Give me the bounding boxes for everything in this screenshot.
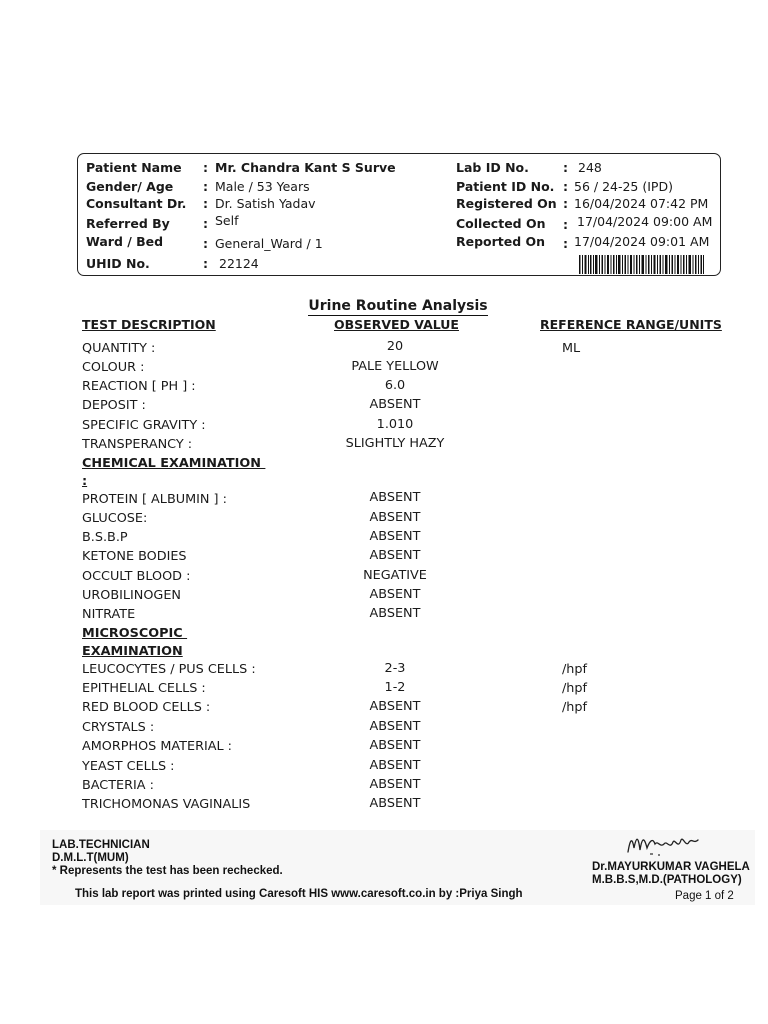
test-value: ABSENT — [369, 397, 421, 412]
test-name: KETONE BODIES — [82, 549, 187, 564]
test-value: 1.010 — [376, 417, 414, 432]
reported-on-label: Reported On — [456, 234, 546, 249]
test-value: ABSENT — [369, 719, 421, 734]
test-name: SPECIFIC GRAVITY : — [82, 418, 206, 433]
test-value: ABSENT — [369, 738, 421, 753]
gender-age-value: Male / 53 Years — [215, 179, 310, 194]
test-name: DEPOSIT : — [82, 398, 146, 413]
consultant-label: Consultant Dr. — [86, 196, 187, 211]
microscopic-examination-heading: MICROSCOPIC — [82, 626, 188, 641]
test-name: COLOUR : — [82, 360, 145, 375]
page-number: Page 1 of 2 — [675, 890, 734, 902]
test-value: ABSENT — [369, 606, 421, 621]
test-value: NEGATIVE — [363, 568, 427, 583]
test-unit: /hpf — [562, 700, 588, 715]
test-value: 2-3 — [384, 661, 406, 676]
collected-on-value: 17/04/2024 09:00 AM — [577, 214, 713, 229]
test-value: 1-2 — [384, 680, 406, 695]
reported-on-value: 17/04/2024 09:01 AM — [574, 234, 710, 249]
test-value: ABSENT — [369, 490, 421, 505]
test-value: PALE YELLOW — [351, 359, 439, 374]
test-value: 20 — [386, 339, 404, 354]
uhid-label: UHID No. — [86, 256, 150, 271]
colon: : — [203, 196, 208, 211]
test-value: ABSENT — [369, 758, 421, 773]
patient-name-label: Patient Name — [86, 160, 182, 175]
test-value: ABSENT — [369, 796, 421, 811]
column-observed-value: OBSERVED VALUE — [334, 317, 459, 332]
test-value: ABSENT — [369, 510, 421, 525]
colon: : — [203, 216, 208, 231]
collected-on-label: Collected On — [456, 216, 546, 231]
test-name: RED BLOOD CELLS : — [82, 700, 211, 715]
report-title: Urine Routine Analysis — [308, 298, 488, 314]
test-name: B.S.B.P — [82, 530, 128, 545]
test-name: EPITHELIAL CELLS : — [82, 681, 206, 696]
doctor-qualification: M.B.B.S,M.D.(PATHOLOGY) — [592, 874, 742, 886]
referred-by-value: Self — [215, 213, 239, 228]
gender-age-label: Gender/ Age — [86, 179, 174, 194]
colon: : — [563, 217, 568, 232]
referred-by-label: Referred By — [86, 216, 170, 231]
test-value: SLIGHTLY HAZY — [345, 436, 445, 451]
test-value: ABSENT — [369, 548, 421, 563]
test-name: UROBILINOGEN — [82, 588, 182, 603]
test-name: QUANTITY : — [82, 341, 156, 356]
microscopic-examination-heading-line2: EXAMINATION — [82, 644, 183, 659]
test-name: GLUCOSE: — [82, 511, 148, 526]
technician-qualification: D.M.L.T(MUM) — [52, 852, 129, 864]
printed-by-note: This lab report was printed using Caresoft HIS www.caresoft.co.in by :Priya Singh — [75, 888, 523, 900]
column-reference-range: REFERENCE RANGE/UNITS — [540, 317, 722, 332]
test-name: CRYSTALS : — [82, 720, 155, 735]
doctor-signature — [620, 828, 715, 862]
test-unit: ML — [562, 341, 581, 356]
test-value: ABSENT — [369, 587, 421, 602]
colon: : — [563, 179, 568, 194]
colon: : — [203, 179, 208, 194]
test-name: LEUCOCYTES / PUS CELLS : — [82, 662, 256, 677]
ward-bed-value: General_Ward / 1 — [215, 236, 323, 251]
test-value: ABSENT — [369, 529, 421, 544]
column-test-description: TEST DESCRIPTION — [82, 317, 216, 332]
test-name: TRICHOMONAS VAGINALIS — [82, 797, 251, 812]
test-name: PROTEIN [ ALBUMIN ] : — [82, 492, 227, 507]
test-name: TRANSPERANCY : — [82, 437, 193, 452]
chemical-examination-heading: CHEMICAL EXAMINATION — [82, 456, 266, 471]
test-name: REACTION [ PH ] : — [82, 379, 196, 394]
lab-id-label: Lab ID No. — [456, 160, 529, 175]
patient-id-label: Patient ID No. — [456, 179, 555, 194]
consultant-value: Dr. Satish Yadav — [215, 196, 316, 211]
colon: : — [203, 256, 208, 271]
ward-bed-label: Ward / Bed — [86, 234, 164, 249]
colon: : — [203, 160, 208, 175]
colon: : — [563, 160, 568, 175]
test-value: ABSENT — [369, 699, 421, 714]
chemical-examination-heading-colon: : — [82, 474, 88, 489]
colon: : — [203, 236, 208, 251]
test-name: YEAST CELLS : — [82, 759, 175, 774]
recheck-note: * Represents the test has been rechecked. — [52, 865, 283, 877]
colon: : — [563, 196, 568, 211]
colon: : — [563, 236, 568, 251]
patient-name-value: Mr. Chandra Kant S Surve — [215, 160, 396, 175]
uhid-value: 22124 — [219, 256, 259, 271]
patient-id-value: 56 / 24-25 (IPD) — [574, 179, 673, 194]
doctor-name: Dr.MAYURKUMAR VAGHELA — [592, 861, 750, 873]
test-unit: /hpf — [562, 662, 588, 677]
test-name: NITRATE — [82, 607, 136, 622]
registered-on-label: Registered On — [456, 196, 557, 211]
test-unit: /hpf — [562, 681, 588, 696]
test-name: BACTERIA : — [82, 778, 154, 793]
lab-id-value: 248 — [578, 160, 602, 175]
test-name: OCCULT BLOOD : — [82, 569, 191, 584]
test-name: AMORPHOS MATERIAL : — [82, 739, 232, 754]
registered-on-value: 16/04/2024 07:42 PM — [574, 196, 709, 211]
test-value: ABSENT — [369, 777, 421, 792]
technician-title: LAB.TECHNICIAN — [52, 839, 150, 851]
test-value: 6.0 — [384, 378, 406, 393]
barcode — [579, 255, 704, 274]
